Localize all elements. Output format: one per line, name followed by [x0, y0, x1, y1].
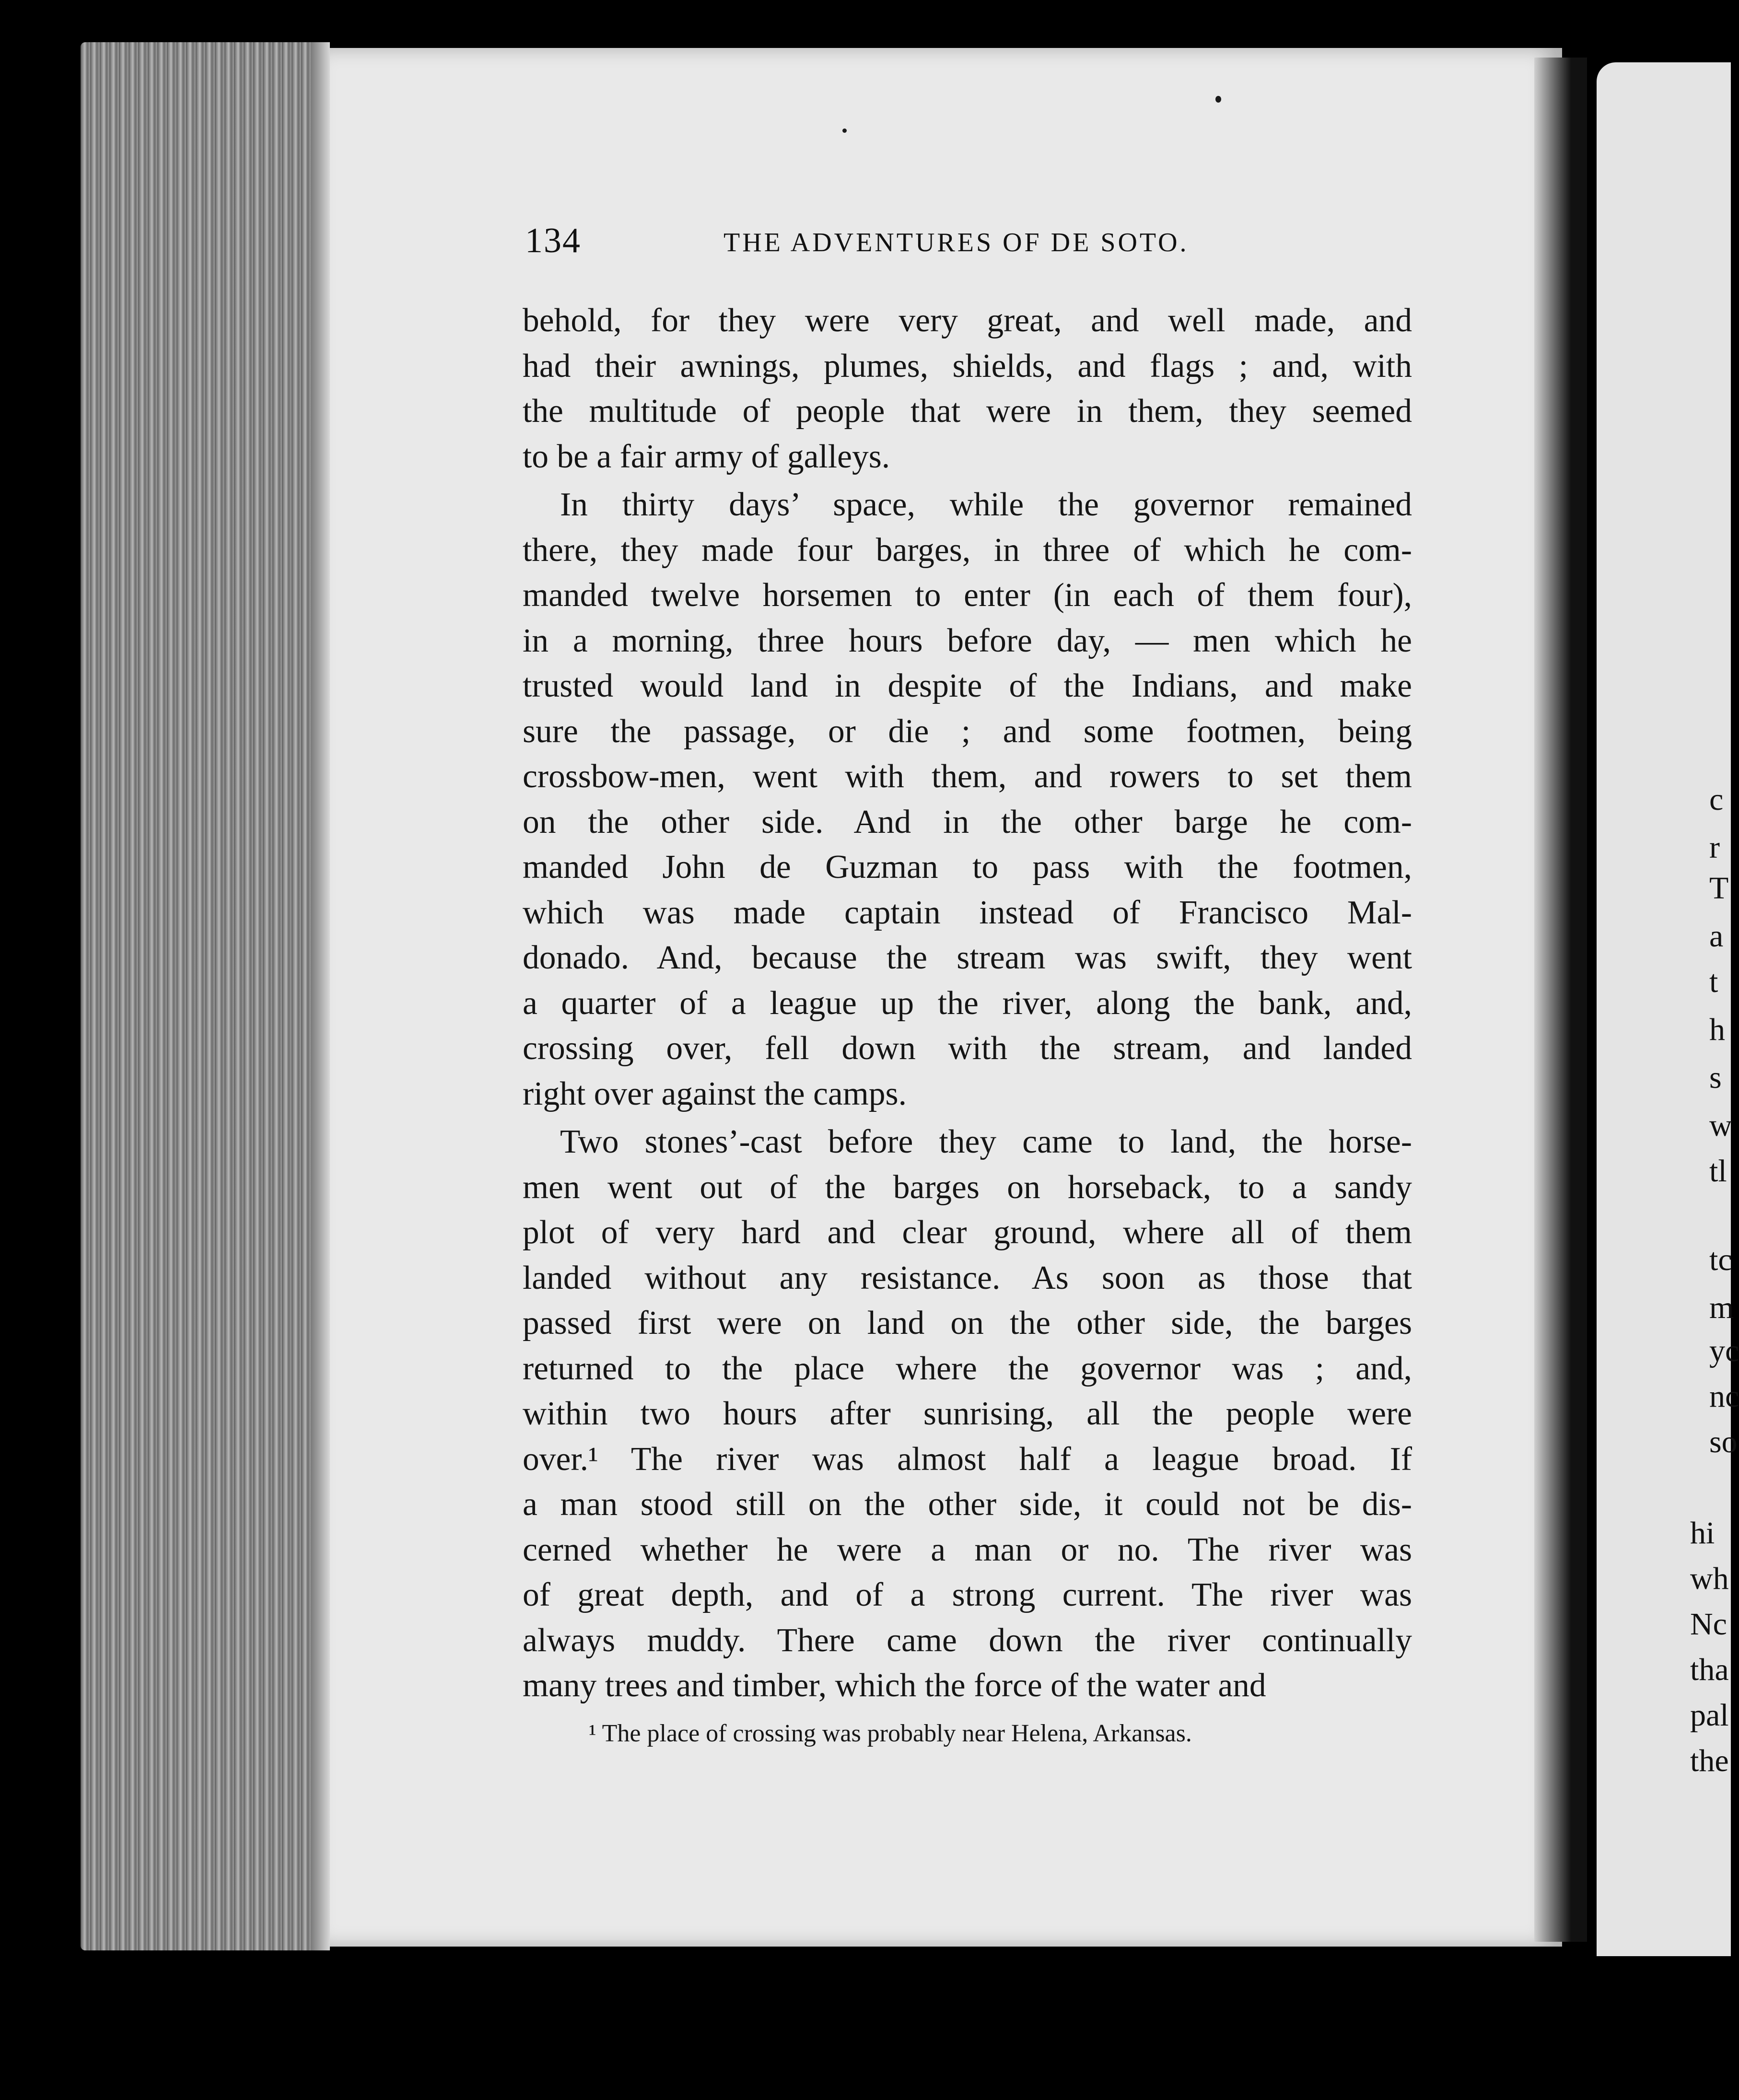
facing-page-text-fragment: t [1709, 964, 1718, 999]
text-line: crossbow-men, went with them, and rowers to set them [523, 758, 1412, 795]
text-line: on the other side. And in the other barge he com- [523, 803, 1412, 840]
facing-page-text-fragment: r [1709, 830, 1720, 865]
text-line: over.¹ The river was almost half a league broad. If [523, 1440, 1412, 1478]
text-line: passed first were on land on the other side, the barges [523, 1305, 1412, 1342]
facing-page-text-fragment: c [1709, 782, 1724, 817]
facing-page-text-fragment: so [1709, 1424, 1738, 1459]
facing-page-text-fragment: pal [1690, 1698, 1729, 1733]
footnote: ¹ The place of crossing was probably near Helena, Arkansas. [589, 1720, 1192, 1747]
text-line: In thirty days’ space, while the governor remained [560, 486, 1412, 523]
facing-page-text-fragment: nc [1709, 1379, 1739, 1414]
facing-page-text-fragment: s [1709, 1060, 1722, 1095]
text-line: returned to the place where the governor was ; and, [523, 1350, 1412, 1387]
text-line: many trees and timber, which the force of the water and [523, 1667, 1266, 1704]
facing-page-text-fragment: tc [1709, 1242, 1732, 1277]
facing-page-text-fragment: tl [1709, 1154, 1727, 1189]
text-line: a quarter of a league up the river, along the bank, and, [523, 984, 1412, 1022]
text-line: manded John de Guzman to pass with the footmen, [523, 849, 1412, 886]
text-line: cerned whether he were a man or no. The river was [523, 1531, 1412, 1568]
text-line: Two stones’-cast before they came to land, the horse- [560, 1123, 1412, 1160]
text-line: had their awnings, plumes, shields, and flags ; and, with [523, 347, 1412, 385]
text-line: behold, for they were very great, and well made, and [523, 302, 1412, 339]
text-line: there, they made four barges, in three of which he com- [523, 531, 1412, 569]
text-line: of great depth, and of a strong current. The river was [523, 1576, 1412, 1613]
facing-page-text-fragment: tha [1690, 1652, 1729, 1687]
facing-page-text-fragment: a [1709, 919, 1724, 954]
facing-page-text-fragment: m [1709, 1290, 1734, 1325]
facing-page-text-fragment: Nc [1690, 1607, 1727, 1642]
text-line: plot of very hard and clear ground, where all of them [523, 1214, 1412, 1251]
facing-page-text-fragment: w [1709, 1108, 1732, 1143]
facing-page-text-fragment: yc [1709, 1333, 1739, 1368]
text-line: landed without any resistance. As soon as those that [523, 1259, 1412, 1296]
text-line: within two hours after sunrising, all the people were [523, 1395, 1412, 1432]
facing-page-fragment [1597, 62, 1739, 1956]
running-head: THE ADVENTURES OF DE SOTO. [724, 228, 1189, 257]
text-line: in a morning, three hours before day, — men which he [523, 622, 1412, 659]
text-line: crossing over, fell down with the stream, and landed [523, 1030, 1412, 1067]
text-line: the multitude of people that were in them, they seemed [523, 393, 1412, 430]
text-line: to be a fair army of galleys. [523, 438, 890, 475]
page-number: 134 [525, 221, 581, 260]
text-line: manded twelve horsemen to enter (in each of them four), [523, 577, 1412, 614]
dust-speck [842, 128, 847, 133]
page-header [525, 221, 1225, 264]
text-line: men went out of the barges on horseback, to a sandy [523, 1168, 1412, 1206]
facing-page-text-fragment: h [1709, 1012, 1725, 1047]
text-line: donado. And, because the stream was swift, they went [523, 939, 1412, 976]
text-line: sure the passage, or die ; and some footmen, being [523, 712, 1412, 750]
text-line: trusted would land in despite of the Indians, and make [523, 667, 1412, 704]
text-line: right over against the camps. [523, 1075, 907, 1112]
facing-page-text-fragment: T [1709, 871, 1729, 906]
book-gutter [1534, 58, 1587, 1942]
body-text [523, 298, 1412, 1709]
text-line: a man stood still on the other side, it could not be dis- [523, 1486, 1412, 1523]
text-line: which was made captain instead of Francisco Mal- [523, 894, 1412, 931]
facing-page-text-fragment: wh [1690, 1561, 1729, 1596]
facing-page-text-fragment: hi [1690, 1516, 1715, 1551]
dust-speck [1215, 96, 1221, 103]
book-page-edges [81, 42, 330, 1950]
text-line: always muddy. There came down the river continually [523, 1622, 1412, 1659]
facing-page-text-fragment: the [1690, 1743, 1729, 1778]
